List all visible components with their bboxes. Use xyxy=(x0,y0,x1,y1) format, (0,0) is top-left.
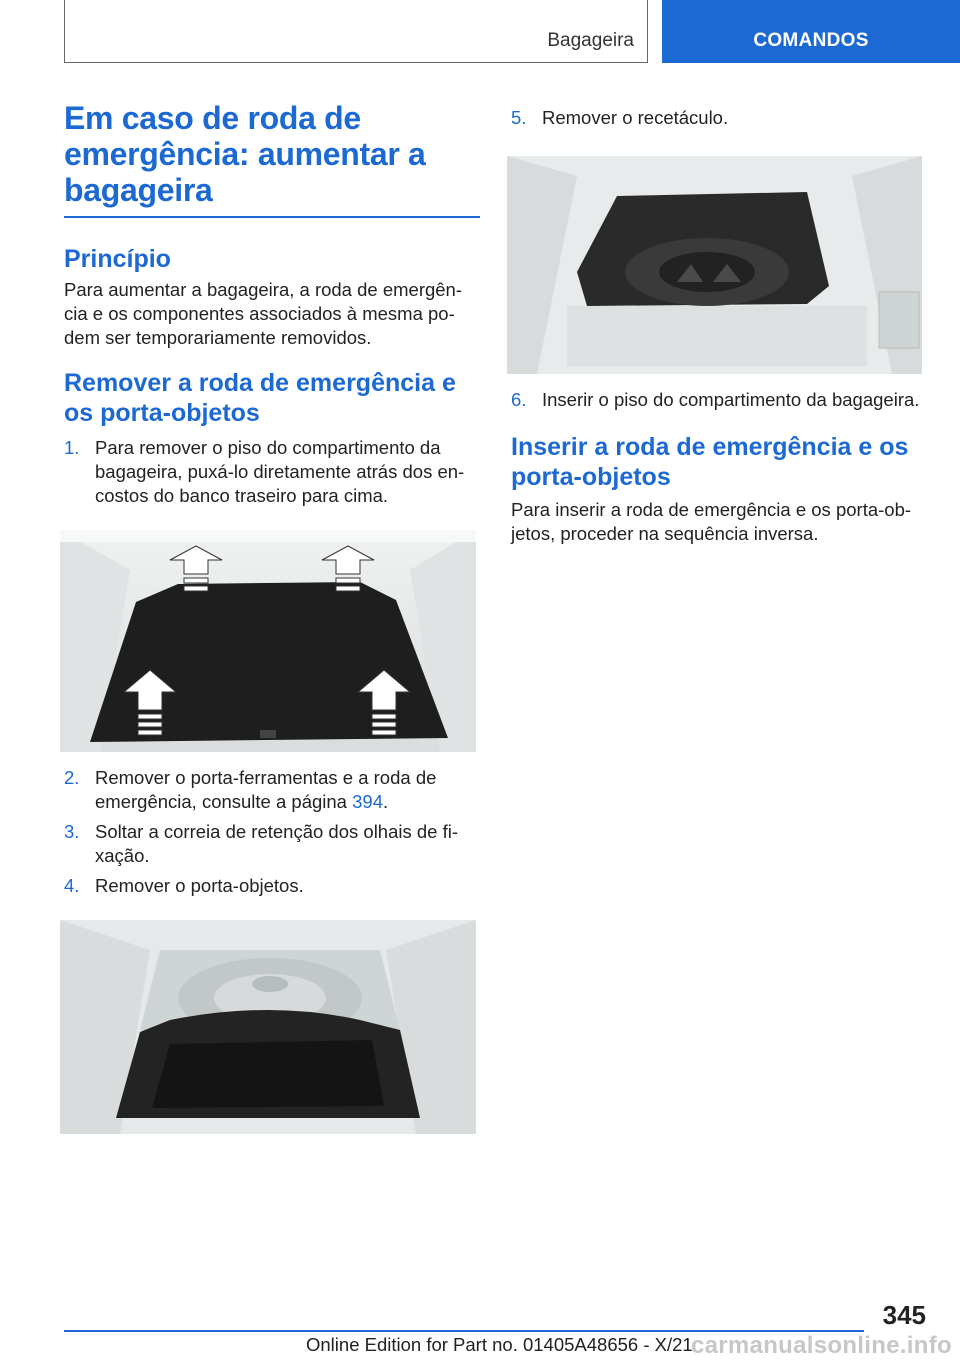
step-text: Remover o porta-ferramentas e a roda de emergência, consulte a página xyxy=(95,767,437,812)
step-text: Soltar a correia de retenção dos olhais de fi-xação. xyxy=(95,821,459,866)
principle-text: Para aumentar a bagageira, a roda de emergên-cia e os componentes associados à mesma po-dem ser temporariamente removidos. xyxy=(64,279,463,348)
step-1 xyxy=(64,436,476,508)
step-text: Remover o porta-objetos. xyxy=(95,875,304,896)
step-number: 5. xyxy=(511,107,527,128)
watermark-logo: carmanualsonline.info xyxy=(690,1332,952,1359)
right-column xyxy=(511,100,931,546)
header-chapter-label: COMANDOS xyxy=(753,30,869,51)
title-rule xyxy=(64,216,480,218)
principle-heading: Princípio xyxy=(64,245,171,273)
page-number: 345 xyxy=(882,1300,926,1330)
page-reference-link[interactable]: 394 xyxy=(352,791,383,812)
step-text: Para remover o piso do compartimento da bagageira, puxá-lo diretamente atrás dos en-costos do banco traseiro para cima. xyxy=(95,437,465,506)
storage-compartment-illustration xyxy=(60,920,476,1134)
step-number: 1. xyxy=(64,437,80,458)
header-chapter-tab[interactable] xyxy=(662,0,960,63)
step-number: 6. xyxy=(511,389,527,410)
step-3 xyxy=(64,820,476,868)
step-text: Inserir o piso do compartimento da bagageira. xyxy=(542,389,920,410)
step-5 xyxy=(511,106,931,130)
step-text: Remover o recetáculo. xyxy=(542,107,729,128)
step-6 xyxy=(511,388,931,412)
step-number: 3. xyxy=(64,821,80,842)
figure-receptacle xyxy=(507,156,922,374)
page-title: Em caso de roda de emergência: aumentar a bagageira xyxy=(64,100,426,208)
figure-trunk-floor-lift xyxy=(60,530,476,752)
step-2 xyxy=(64,766,476,814)
figure-storage-compartment xyxy=(60,920,476,1134)
step-4 xyxy=(64,874,476,898)
footer-edition: Online Edition for Part no. 01405A48656 - X/21 xyxy=(306,1334,693,1355)
step-text-end: . xyxy=(383,791,389,812)
insert-text: Para inserir a roda de emergência e os porta-ob-jetos, proceder na sequência inversa. xyxy=(511,499,912,544)
remove-heading: Remover a roda de emergência e os porta-objetos xyxy=(64,369,456,427)
step-number: 4. xyxy=(64,875,80,896)
step-number: 2. xyxy=(64,767,80,788)
insert-heading: Inserir a roda de emergência e os porta-objetos xyxy=(511,433,909,491)
trunk-floor-illustration xyxy=(60,530,476,752)
receptacle-illustration xyxy=(507,156,922,374)
header-section-title: Bagageira xyxy=(547,30,634,51)
left-column xyxy=(64,100,476,1134)
